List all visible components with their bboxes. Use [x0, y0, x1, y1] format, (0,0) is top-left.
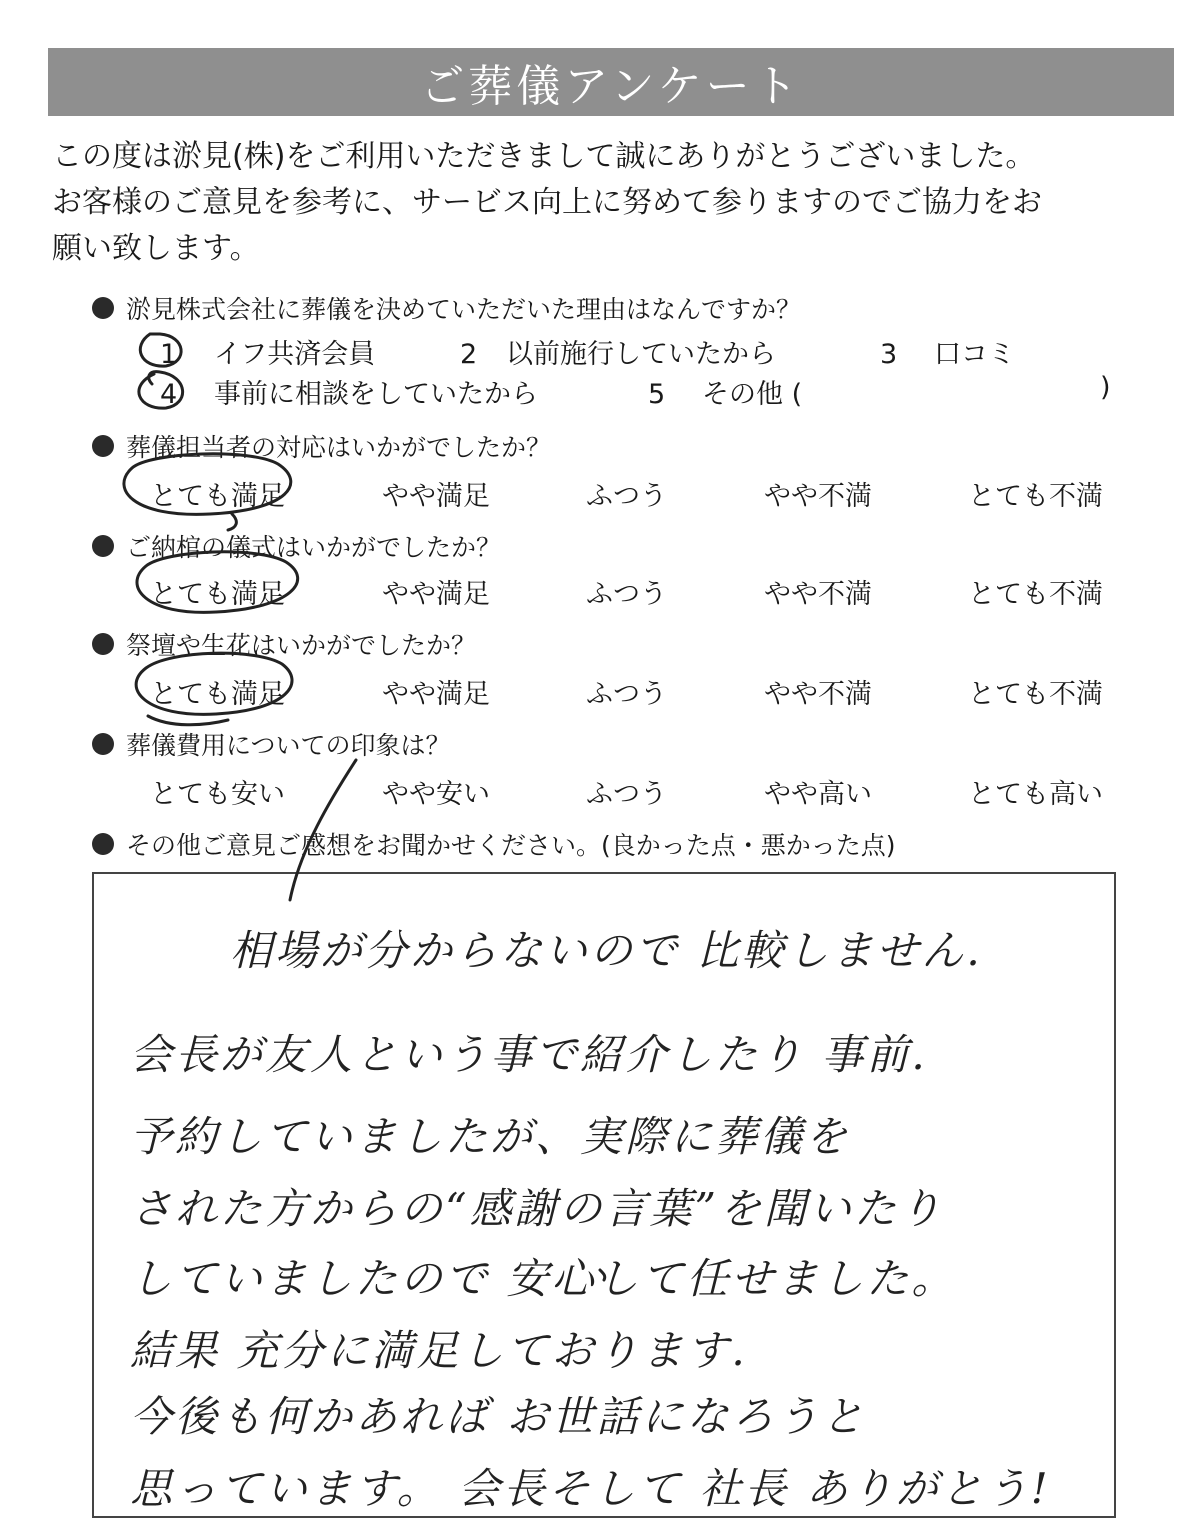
q2-option-somewhat-satisfied[interactable]: やや満足	[382, 481, 490, 512]
q4-option-somewhat-satisfied[interactable]: やや満足	[382, 679, 490, 710]
q5-option-somewhat-cheap[interactable]: やや安い	[382, 779, 490, 810]
q3-option-neutral[interactable]: ふつう	[586, 579, 667, 610]
q3-option-somewhat-dissatisfied[interactable]: やや不満	[764, 579, 872, 610]
q2-option-very-satisfied[interactable]: とても満足	[150, 481, 285, 512]
intro-line: 願い致します。	[52, 231, 260, 266]
bullet-icon	[92, 833, 114, 855]
question-1	[92, 290, 801, 326]
question-6	[92, 826, 896, 862]
q2-option-somewhat-dissatisfied[interactable]: やや不満	[764, 481, 872, 512]
q5-option-somewhat-expensive[interactable]: やや高い	[764, 779, 872, 810]
question-2	[92, 428, 551, 464]
q1-other-close: )	[1100, 372, 1111, 403]
bullet-icon	[92, 633, 114, 655]
handwritten-line: 結果 充分に満足しております.	[130, 1326, 748, 1375]
bullet-icon	[92, 535, 114, 557]
handwritten-line: していましたので 安心して任せました。	[130, 1254, 957, 1303]
handwritten-line: 相場が分からないので 比較しません.	[230, 926, 983, 975]
question-text: その他ご意見ご感想をお聞かせください。(良かった点・悪かった点)	[126, 831, 896, 860]
q1-option-4[interactable]: 4 事前に相談をしていたから	[160, 379, 538, 410]
q4-option-very-satisfied[interactable]: とても満足	[150, 679, 285, 710]
question-text: 祭壇や生花はいかがでしたか？	[126, 631, 477, 660]
question-text: 葬儀担当者の対応はいかがでしたか？	[126, 433, 552, 462]
q1-option-1[interactable]: 1 イフ共済会員	[160, 339, 376, 370]
bullet-icon	[92, 297, 114, 319]
handwritten-line: 思っています。 会長そして 社長 ありがとう!	[130, 1464, 1051, 1513]
survey-title-bar	[48, 48, 1174, 116]
intro-text	[52, 134, 1172, 272]
question-4	[92, 626, 476, 662]
question-5	[92, 726, 451, 762]
q4-option-neutral[interactable]: ふつう	[586, 679, 667, 710]
question-3	[92, 528, 501, 564]
q1-option-2[interactable]: 2 以前施行していたから	[460, 339, 776, 370]
bullet-icon	[92, 733, 114, 755]
q4-option-somewhat-dissatisfied[interactable]: やや不満	[764, 679, 872, 710]
handwritten-line: された方からの“感謝の言葉”を聞いたり	[130, 1184, 944, 1233]
q5-option-very-expensive[interactable]: とても高い	[968, 779, 1103, 810]
q2-option-very-dissatisfied[interactable]: とても不満	[968, 481, 1103, 512]
q1-option-5[interactable]: 5 その他 (	[648, 379, 803, 410]
handwritten-line: 今後も何かあれば お世話になろうと	[130, 1392, 867, 1441]
q4-option-very-dissatisfied[interactable]: とても不満	[968, 679, 1103, 710]
handwritten-line: 会長が友人という事で紹介したり 事前.	[130, 1030, 928, 1079]
q2-option-neutral[interactable]: ふつう	[586, 481, 667, 512]
q3-option-somewhat-satisfied[interactable]: やや満足	[382, 579, 490, 610]
intro-line: お客様のご意見を参考に、サービス向上に努めて参りますのでご協力をお	[52, 185, 1042, 220]
handwritten-line: 予約していましたが、実際に葬儀を	[130, 1112, 851, 1161]
question-text: 淤見株式会社に葬儀を決めていただいた理由はなんですか？	[126, 295, 802, 324]
question-text: ご納棺の儀式はいかがでしたか？	[126, 533, 502, 562]
question-text: 葬儀費用についての印象は？	[126, 731, 451, 760]
q5-option-very-cheap[interactable]: とても安い	[150, 779, 285, 810]
q1-option-3[interactable]: 3 口コミ	[880, 339, 1015, 370]
q5-option-neutral[interactable]: ふつう	[586, 779, 667, 810]
q3-option-very-dissatisfied[interactable]: とても不満	[968, 579, 1103, 610]
q3-option-very-satisfied[interactable]: とても満足	[150, 579, 285, 610]
intro-line: この度は淤見(株)をご利用いただきまして誠にありがとうございました。	[52, 139, 1036, 174]
bullet-icon	[92, 435, 114, 457]
survey-title: ご葬儀アンケート	[420, 61, 802, 112]
